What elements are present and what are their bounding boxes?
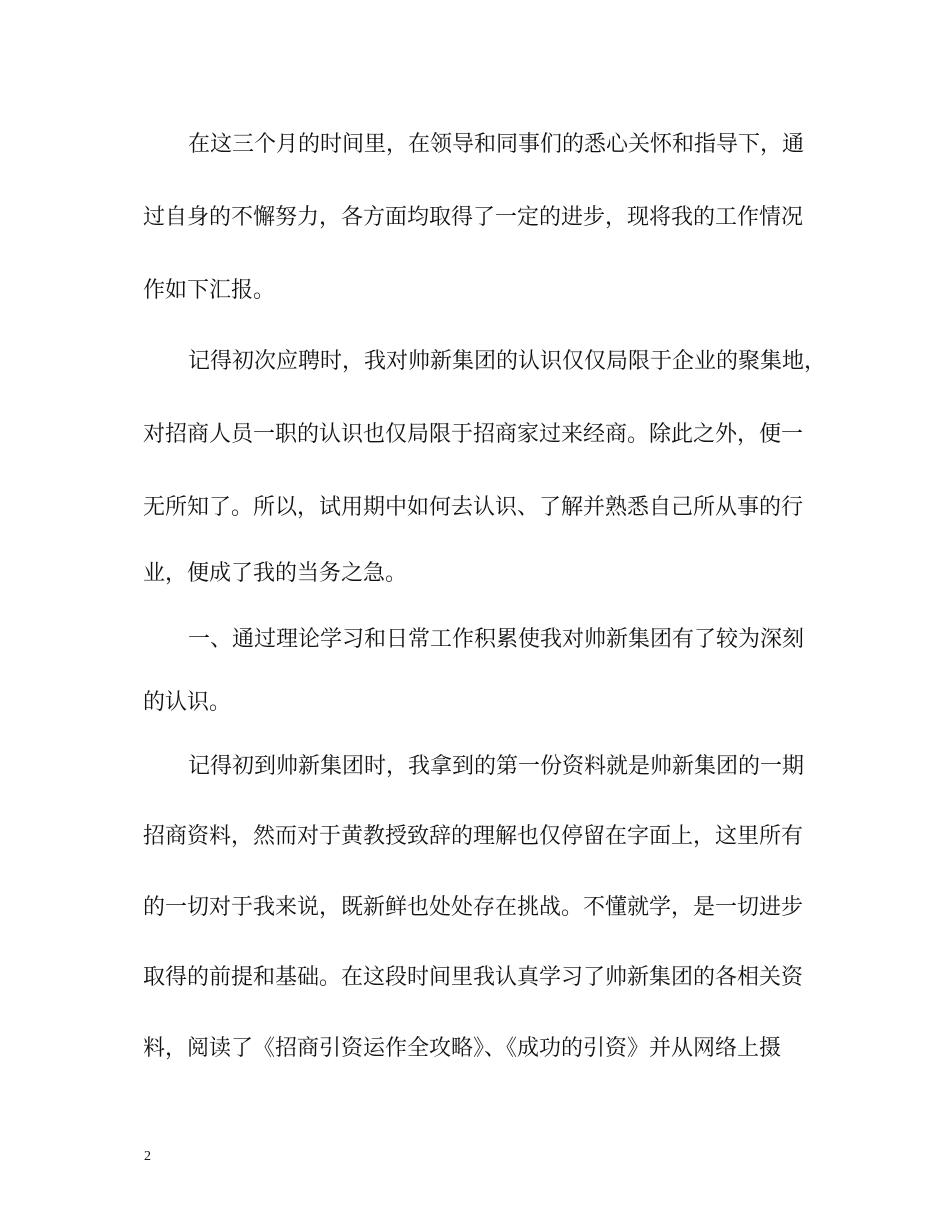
- text-line: 取得的前提和基础。在这段时间里我认真学习了帅新集团的各相关资: [143, 965, 804, 990]
- text-line: 的认识。: [143, 690, 232, 715]
- text-line: 记得初到帅新集团时，我拿到的第一份资料就是帅新集团的一期: [188, 754, 805, 779]
- text-line: 业，便成了我的当务之急。: [143, 561, 408, 586]
- text-line: 过自身的不懈努力，各方面均取得了一定的进步，现将我的工作情况: [143, 205, 804, 230]
- page-number: 2: [144, 1149, 151, 1164]
- text-line: 一、通过理论学习和日常工作积累使我对帅新集团有了较为深刻: [188, 627, 805, 652]
- text-line: 招商资料，然而对于黄教授致辞的理解也仅停留在字面上，这里所有: [143, 824, 804, 849]
- text-line: 无所知了。所以，试用期中如何去认识、了解并熟悉自己所从事的行: [143, 495, 804, 520]
- text-line: 记得初次应聘时，我对帅新集团的认识仅仅局限于企业的聚集地，: [188, 349, 827, 374]
- text-line: 的一切对于我来说，既新鲜也处处存在挑战。不懂就学，是一切进步: [143, 895, 804, 920]
- text-line: 在这三个月的时间里，在领导和同事们的悉心关怀和指导下，通: [188, 132, 805, 157]
- text-line: 作如下汇报。: [143, 278, 276, 303]
- text-line: 料，阅读了《招商引资运作全攻略》、《成功的引资》并从网络上摄: [143, 1036, 782, 1061]
- text-line: 对招商人员一职的认识也仅局限于招商家过来经商。除此之外，便一: [143, 422, 804, 447]
